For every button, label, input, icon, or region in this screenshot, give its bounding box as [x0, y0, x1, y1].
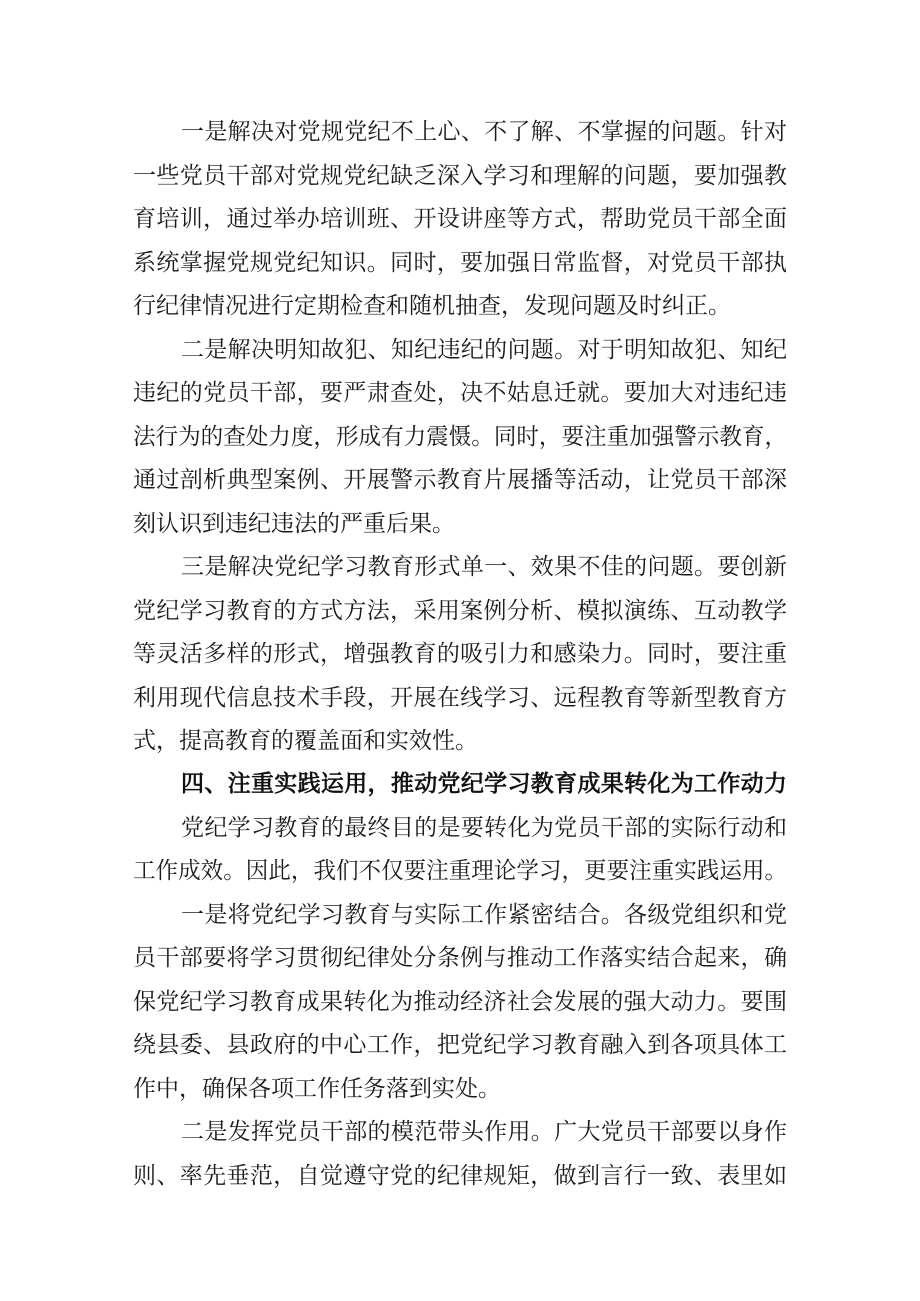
paragraph-2-line-2: 违纪的党员干部，要严肃查处，决不姑息迁就。要加大对违纪违 — [133, 380, 787, 406]
paragraph-1-line-4: 系统掌握党规党纪知识。同时，要加强日常监督，对党员干部执 — [133, 250, 787, 276]
paragraph-4-line-1: 党纪学习教育的最终目的是要转化为党员干部的实际行动和 — [181, 815, 787, 841]
paragraph-1-line-5: 行纪律情况进行定期检查和随机抽查，发现问题及时纠正。 — [133, 293, 731, 319]
paragraph-2-line-1: 二是解决明知故犯、知纪违纪的问题。对于明知故犯、知纪 — [181, 337, 787, 363]
paragraph-2-line-3: 法行为的查处力度，形成有力震慑。同时，要注重加强警示教育， — [133, 424, 787, 450]
paragraph-2-line-4: 通过剖析典型案例、开展警示教育片展播等活动，让党员干部深 — [133, 467, 787, 493]
paragraph-3-line-1: 三是解决党纪学习教育形式单一、效果不佳的问题。要创新 — [181, 554, 787, 580]
paragraph-5-line-1: 一是将党纪学习教育与实际工作紧密结合。各级党组织和党 — [181, 902, 787, 928]
section-heading: 四、注重实践运用，推动党纪学习教育成果转化为工作动力 — [181, 771, 787, 797]
paragraph-1-line-2: 一些党员干部对党规党纪缺乏深入学习和理解的问题，要加强教 — [133, 163, 787, 189]
paragraph-5-line-3: 保党纪学习教育成果转化为推动经济社会发展的强大动力。要围 — [133, 989, 787, 1015]
paragraph-3-line-2: 党纪学习教育的方式方法，采用案例分析、模拟演练、互动教学 — [133, 598, 787, 624]
paragraph-1-line-3: 育培训，通过举办培训班、开设讲座等方式，帮助党员干部全面 — [133, 206, 787, 232]
paragraph-4-line-2: 工作成效。因此，我们不仅要注重理论学习，更要注重实践运用。 — [133, 858, 787, 884]
paragraph-6-line-2: 则、率先垂范，自觉遵守党的纪律规矩，做到言行一致、表里如 — [133, 1163, 787, 1189]
paragraph-1-line-1: 一是解决对党规党纪不上心、不了解、不掌握的问题。针对 — [181, 119, 787, 145]
paragraph-3-line-3: 等灵活多样的形式，增强教育的吸引力和感染力。同时，要注重 — [133, 641, 787, 667]
paragraph-3-line-5: 式，提高教育的覆盖面和实效性。 — [133, 728, 478, 754]
paragraph-6-line-1: 二是发挥党员干部的模范带头作用。广大党员干部要以身作 — [181, 1119, 787, 1145]
paragraph-5-line-5: 作中，确保各项工作任务落到实处。 — [133, 1076, 501, 1102]
paragraph-5-line-2: 员干部要将学习贯彻纪律处分条例与推动工作落实结合起来，确 — [133, 945, 787, 971]
paragraph-5-line-4: 绕县委、县政府的中心工作，把党纪学习教育融入到各项具体工 — [133, 1032, 787, 1058]
paragraph-2-line-5: 刻认识到违纪违法的严重后果。 — [133, 511, 455, 537]
paragraph-3-line-4: 利用现代信息技术手段，开展在线学习、远程教育等新型教育方 — [133, 685, 787, 711]
